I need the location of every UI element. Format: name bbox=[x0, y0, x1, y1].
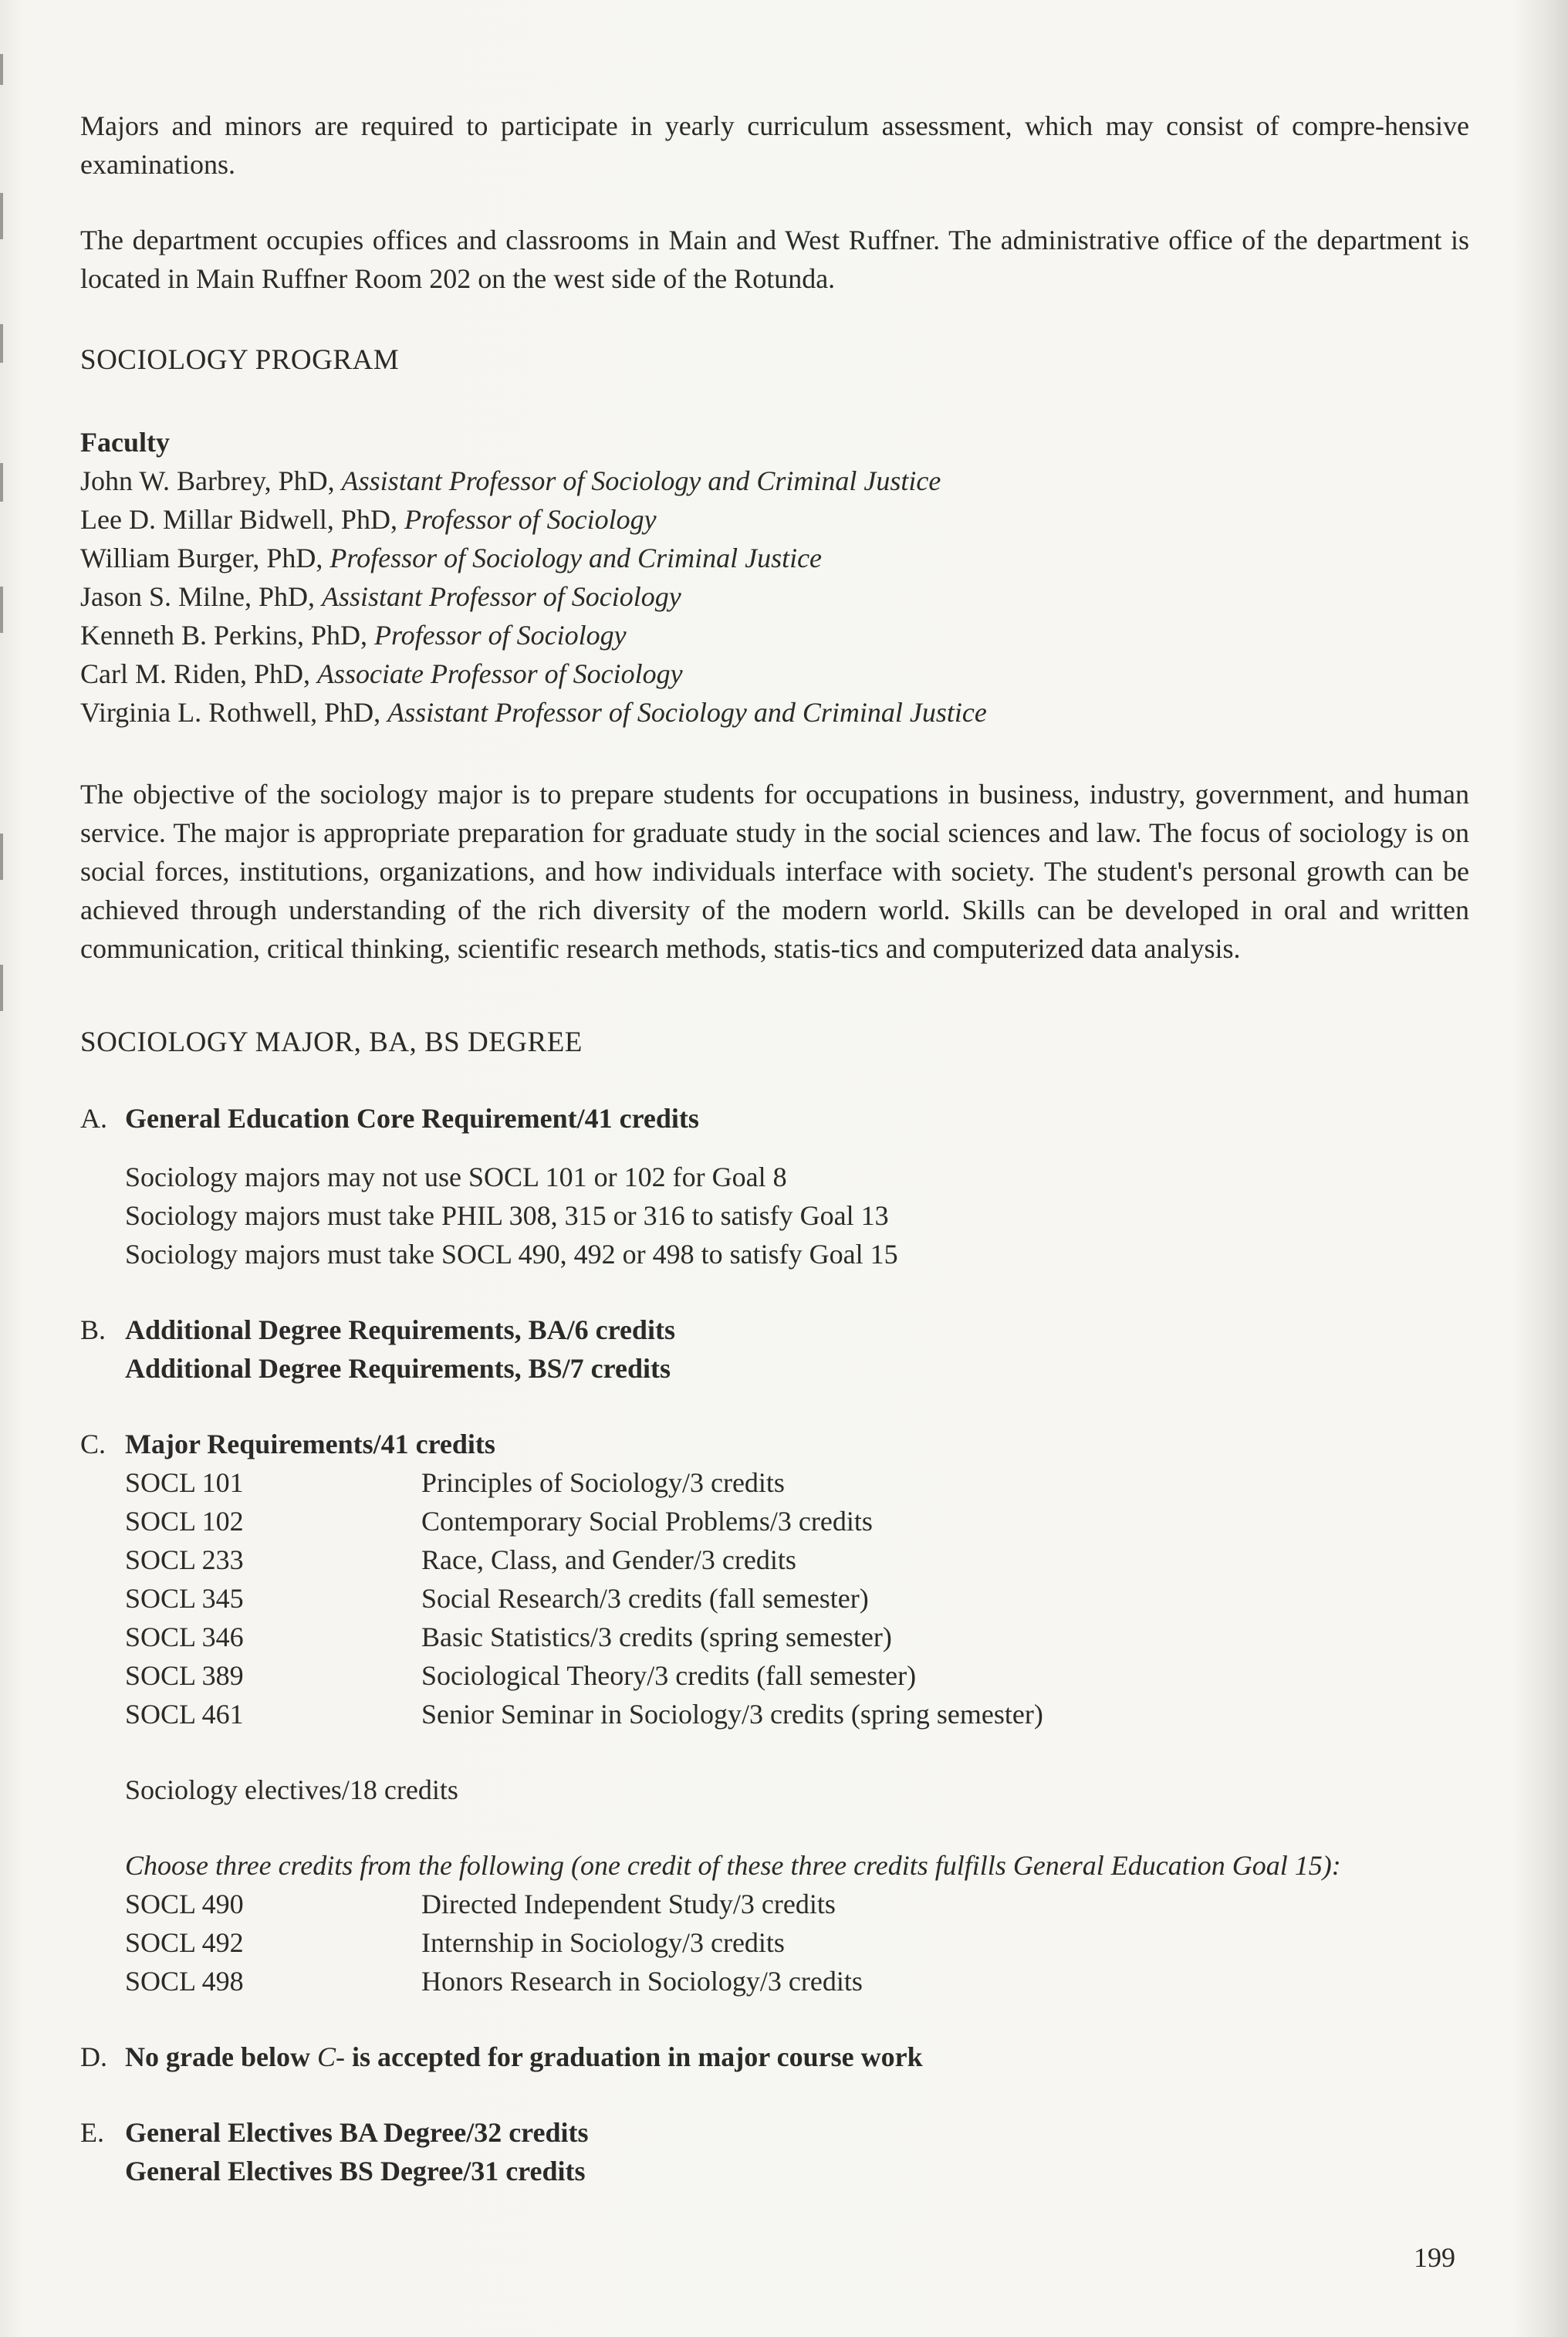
section-c bbox=[80, 1425, 1469, 2000]
section-letter: D. bbox=[80, 2041, 107, 2072]
grade-requirement: No grade below C- is accepted for graduation in major course work bbox=[125, 2041, 923, 2072]
requirement-note: Sociology majors may not use SOCL 101 or 102 for Goal 8 bbox=[125, 1162, 787, 1192]
faculty-list bbox=[80, 462, 1469, 732]
faculty-heading: Faculty bbox=[80, 427, 170, 458]
page-content bbox=[80, 107, 1469, 2190]
course-row: SOCL 490 Directed Independent Study/3 credits bbox=[125, 1889, 836, 1919]
section-letter: B. bbox=[80, 1314, 106, 1345]
course-row: SOCL 461 Senior Seminar in Sociology/3 credits (spring semester) bbox=[125, 1699, 1043, 1730]
requirement-note: Sociology majors must take PHIL 308, 315 or 316 to satisfy Goal 13 bbox=[125, 1200, 889, 1231]
course-row: SOCL 389 Sociological Theory/3 credits (fall semester) bbox=[125, 1660, 917, 1691]
course-row: SOCL 346 Basic Statistics/3 credits (spring semester) bbox=[125, 1622, 892, 1652]
binding-mark bbox=[0, 587, 3, 633]
section-a-title: General Education Core Requirement/41 credits bbox=[125, 1103, 699, 1134]
course-list bbox=[125, 1463, 1469, 1733]
bs-electives: General Electives BS Degree/31 credits bbox=[125, 2156, 586, 2186]
section-b bbox=[80, 1311, 1469, 1388]
major-heading: SOCIOLOGY MAJOR, BA, BS DEGREE bbox=[80, 1026, 583, 1058]
course-row: SOCL 101 Principles of Sociology/3 credits bbox=[125, 1467, 785, 1498]
section-d bbox=[80, 2038, 1469, 2076]
course-row: SOCL 498 Honors Research in Sociology/3 credits bbox=[125, 1966, 863, 1997]
objective-paragraph: The objective of the sociology major is to prepare students for occupations in business, industry, government, and human service. The major is appropriate preparation for graduate study in the social sciences and law. The focus of sociology is on social forces, institutions, organizations, and how individuals interface with society. The student's personal growth can be achieved through understanding of the rich diversity of the modern world. Skills can be developed in oral and written communication, critical thinking, scientific research methods, statis-tics and computerized data analysis. bbox=[80, 779, 1469, 964]
assessment-paragraph: Majors and minors are required to participate in yearly curriculum assessment, which may consist of compre-hensive examinations. bbox=[80, 110, 1469, 180]
sociology-electives: Sociology electives/18 credits bbox=[125, 1774, 458, 1805]
course-row: SOCL 233 Race, Class, and Gender/3 credits bbox=[125, 1544, 796, 1575]
faculty-member: Lee D. Millar Bidwell, PhD, Professor of Sociology bbox=[80, 504, 657, 535]
ba-requirement: Additional Degree Requirements, BA/6 credits bbox=[125, 1314, 675, 1345]
section-e bbox=[80, 2113, 1469, 2190]
section-letter: C. bbox=[80, 1429, 106, 1459]
faculty-member: Jason S. Milne, PhD, Assistant Professor of Sociology bbox=[80, 581, 681, 612]
binding-mark bbox=[0, 324, 3, 363]
faculty-member: William Burger, PhD, Professor of Sociology and Criminal Justice bbox=[80, 543, 823, 573]
elective-course-list bbox=[125, 1885, 1469, 2000]
course-row: SOCL 492 Internship in Sociology/3 credits bbox=[125, 1927, 785, 1958]
page-number: 199 bbox=[1414, 2242, 1455, 2273]
faculty-member: Kenneth B. Perkins, PhD, Professor of Sociology bbox=[80, 620, 627, 651]
program-heading: SOCIOLOGY PROGRAM bbox=[80, 344, 400, 376]
bs-requirement: Additional Degree Requirements, BS/7 credits bbox=[125, 1353, 671, 1384]
binding-mark bbox=[0, 834, 3, 880]
section-c-title: Major Requirements/41 credits bbox=[125, 1429, 495, 1459]
binding-mark bbox=[0, 463, 3, 502]
binding-mark bbox=[0, 965, 3, 1011]
binding-mark bbox=[0, 54, 3, 85]
location-paragraph: The department occupies offices and classrooms in Main and West Ruffner. The administrative office of the department is located in Main Ruffner Room 202 on the west side of the Rotunda. bbox=[80, 225, 1469, 294]
faculty-member: Virginia L. Rothwell, PhD, Assistant Professor of Sociology and Criminal Justice bbox=[80, 697, 987, 728]
course-row: SOCL 102 Contemporary Social Problems/3 credits bbox=[125, 1506, 873, 1537]
choose-note: Choose three credits from the following (one credit of these three credits fulfills General Education Goal 15): bbox=[125, 1850, 1341, 1881]
ba-electives: General Electives BA Degree/32 credits bbox=[125, 2117, 589, 2148]
section-a bbox=[80, 1099, 1469, 1273]
binding-mark bbox=[0, 193, 3, 239]
section-letter: E. bbox=[80, 2117, 104, 2148]
faculty-member: John W. Barbrey, PhD, Assistant Professor of Sociology and Criminal Justice bbox=[80, 465, 941, 496]
section-letter: A. bbox=[80, 1103, 107, 1134]
course-row: SOCL 345 Social Research/3 credits (fall semester) bbox=[125, 1583, 869, 1614]
requirement-note: Sociology majors must take SOCL 490, 492 or 498 to satisfy Goal 15 bbox=[125, 1239, 898, 1270]
faculty-member: Carl M. Riden, PhD, Associate Professor of Sociology bbox=[80, 658, 683, 689]
